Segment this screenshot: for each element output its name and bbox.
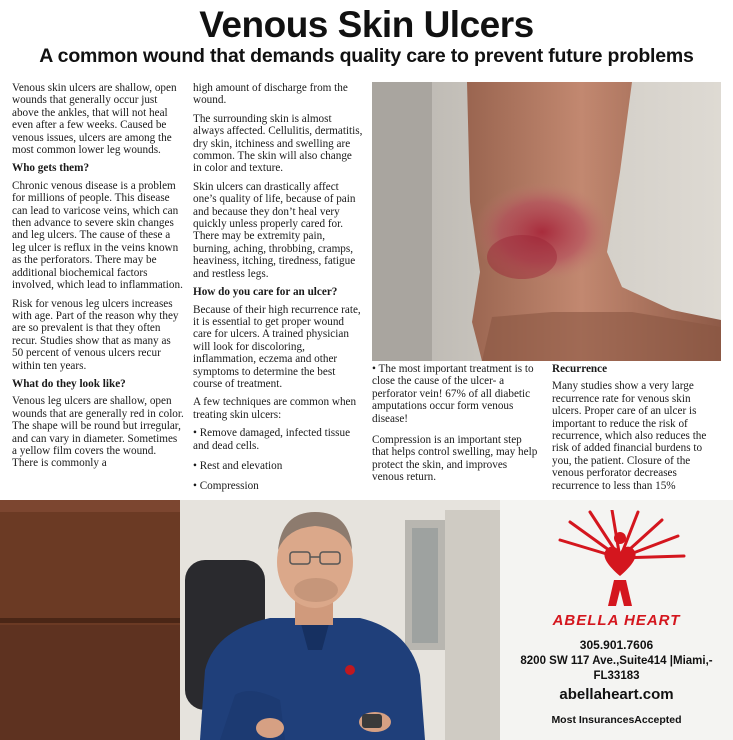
- bullet-item: • The most important treatment is to close the cause of the ulcer- a perforator vein! 67% of all diabetic amputations occur form venous disease!: [372, 363, 534, 425]
- paragraph: The surrounding skin is almost always affected. Cellulitis, dermatitis, dry skin, itchiness and swelling are common. The skin will also change in color and texture.: [193, 112, 363, 175]
- paragraph: Skin ulcers can drastically affect one’s quality of life, because of pain and because they don’t heal very quickly unless properly cared for. There may be extremity pain, burning, aching, throbbing, cramps, heaviness, itching, tiredness, fatigue and restless legs.: [193, 180, 356, 280]
- section-heading-recurrence: Recurrence: [552, 363, 608, 375]
- insurance-note: Most InsurancesAccepted: [551, 714, 682, 726]
- section-heading-who: Who gets them?: [12, 162, 90, 175]
- section-heading-care: How do you care for an ulcer?: [193, 286, 338, 299]
- paragraph: Chronic venous disease is a problem for millions of people. This disease can lead to varicose veins, which can then advance to severe skin changes and leg ulcers. The cause of these a leg ulcer is reflux in the veins known as the perforators. There may be additional biochemical factors involved, which lead to inflammation.: [12, 179, 183, 292]
- clinic-brand-name: ABELLA HEART: [552, 612, 681, 629]
- heart-figure-logo-icon: [550, 510, 690, 610]
- leg-ulcer-photo: [372, 82, 721, 361]
- paragraph: A few techniques are common when treating skin ulcers:: [193, 396, 357, 421]
- paragraph: Because of their high recurrence rate, it is essential to get proper wound care for ulcers. A trained physician will look for discoloring, inflammation, eczema and other symptoms to determine the best course of treatment.: [193, 303, 361, 390]
- clinic-website[interactable]: abellaheart.com: [559, 686, 674, 703]
- article-column-4: [552, 363, 720, 498]
- bullet-item: • Rest and elevation: [193, 459, 283, 472]
- bullet-item: • Remove damaged, infected tissue and dead cells.: [193, 427, 351, 452]
- article-column-3: [372, 363, 540, 490]
- paragraph: Compression is an important step that helps control swelling, may help protect the skin, and improves venous return.: [372, 434, 538, 484]
- clinic-address: 8200 SW 117 Ave.,Suite414 |Miami,-FL33183: [520, 655, 713, 682]
- paragraph: Many studies show a very large recurrence rate for venous skin ulcers. Proper care of an ulcer is important to reduce the risk of recurrence, which also reduces the risk of added financial burdens to you, the patient. Closure of the venous perforator decreases recurrence to less than 15%: [552, 380, 707, 492]
- leg-photo-illustration: [372, 82, 721, 361]
- article-column-1: [12, 82, 184, 476]
- paragraph: Venous leg ulcers are shallow, open wounds that are generally red in color. The shape will be round but irregular, and can vary in diameter. Sometimes a yellow film covers the wound. There is commonly a: [12, 395, 184, 470]
- article-subhead: A common wound that demands quality care to prevent future problems: [39, 45, 694, 67]
- paragraph: Risk for venous leg ulcers increases with age. Part of the reason why they are so prevalent is that they often recur. Studies show that as many as 50 percent of venous ulcers recur within ten years.: [12, 297, 179, 372]
- paragraph: Venous skin ulcers are shallow, open wounds that generally occur just above the ankles, that will not heal even after a few weeks. Caused be venous issues, ulcers are among the most common lower leg wounds.: [12, 82, 177, 157]
- clinic-advertisement: [500, 500, 733, 740]
- article-headline: Venous Skin Ulcers: [199, 4, 534, 45]
- section-heading-look: What do they look like?: [12, 377, 126, 390]
- clinic-phone[interactable]: 305.901.7606: [579, 638, 654, 652]
- article-column-2: [193, 82, 363, 501]
- bullet-item: • Compression: [193, 480, 259, 493]
- paragraph: high amount of discharge from the wound.: [193, 82, 348, 107]
